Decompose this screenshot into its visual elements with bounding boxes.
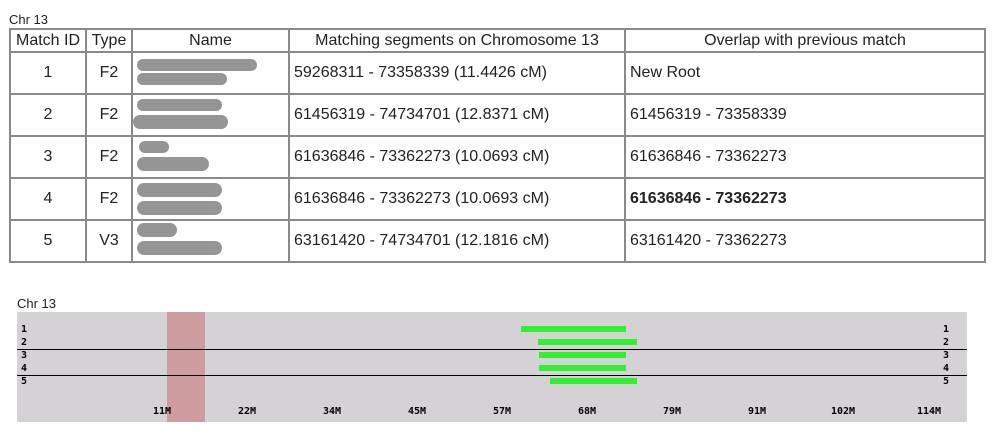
axis-tick-label: 11M [152, 406, 172, 417]
redacted-name [132, 178, 289, 220]
segment-cell: 61456319 - 74734701 (12.8371 cM) [289, 94, 625, 136]
match-id-cell: 4 [10, 178, 86, 220]
axis-tick-label: 57M [492, 406, 512, 417]
table-row [10, 220, 985, 262]
row-label-left: 4 [21, 363, 28, 374]
match-segment-bar [539, 365, 626, 371]
match-segment-bar [538, 339, 637, 345]
axis-tick-label: 45M [407, 406, 427, 417]
axis-tick-label: 79M [662, 406, 682, 417]
match-id-cell: 1 [10, 52, 86, 94]
axis-tick-label: 22M [237, 406, 257, 417]
axis-tick-label: 34M [322, 406, 342, 417]
type-cell: F2 [86, 178, 132, 220]
header-name: Name [132, 29, 289, 52]
overlap-cell-highlighted: 61636846 - 73362273 [625, 178, 985, 220]
row-label-right: 3 [943, 350, 950, 361]
segment-cell: 59268311 - 73358339 (11.4426 cM) [289, 52, 625, 94]
overlap-cell: New Root [625, 52, 985, 94]
type-cell: F2 [86, 94, 132, 136]
table-row [10, 94, 985, 136]
match-id-cell: 3 [10, 136, 86, 178]
header-type: Type [86, 29, 132, 52]
table-caption: Chr 13 [9, 12, 49, 27]
header-match-id: Match ID [10, 29, 86, 52]
row-divider [17, 375, 967, 376]
table-row [10, 52, 985, 94]
segment-cell: 63161420 - 74734701 (12.1816 cM) [289, 220, 625, 262]
table-row [10, 136, 985, 178]
axis-tick-label: 102M [830, 406, 856, 417]
match-segment-bar [539, 352, 626, 358]
row-label-left: 3 [21, 350, 28, 361]
row-label-right: 5 [943, 376, 950, 387]
row-label-left: 1 [21, 324, 28, 335]
match-segment-bar [521, 326, 626, 332]
match-segment-bar [550, 378, 636, 384]
segment-cell: 61636846 - 73362273 (10.0693 cM) [289, 136, 625, 178]
overlap-cell: 61636846 - 73362273 [625, 136, 985, 178]
row-divider [17, 349, 967, 350]
row-label-left: 5 [21, 376, 28, 387]
table-header-row [10, 29, 985, 52]
centromere-band [167, 312, 205, 422]
segment-cell: 61636846 - 73362273 (10.0693 cM) [289, 178, 625, 220]
axis-tick-label: 91M [747, 406, 767, 417]
table-row [10, 178, 985, 220]
type-cell: V3 [86, 220, 132, 262]
matches-table [9, 28, 986, 263]
axis-tick-label: 114M [916, 406, 942, 417]
match-id-cell: 2 [10, 94, 86, 136]
redacted-name [132, 220, 289, 262]
redacted-name [132, 52, 289, 94]
row-label-left: 2 [21, 337, 28, 348]
match-id-cell: 5 [10, 220, 86, 262]
row-label-right: 4 [943, 363, 950, 374]
overlap-cell: 63161420 - 73362273 [625, 220, 985, 262]
header-segments: Matching segments on Chromosome 13 [289, 29, 625, 52]
redacted-name [132, 136, 289, 178]
redacted-name [132, 94, 289, 136]
type-cell: F2 [86, 136, 132, 178]
row-label-right: 1 [943, 324, 950, 335]
header-overlap: Overlap with previous match [625, 29, 985, 52]
row-label-right: 2 [943, 337, 950, 348]
axis-tick-label: 68M [577, 406, 597, 417]
type-cell: F2 [86, 52, 132, 94]
browser-caption: Chr 13 [17, 296, 57, 311]
overlap-cell: 61456319 - 73358339 [625, 94, 985, 136]
chromosome-browser [17, 312, 967, 422]
